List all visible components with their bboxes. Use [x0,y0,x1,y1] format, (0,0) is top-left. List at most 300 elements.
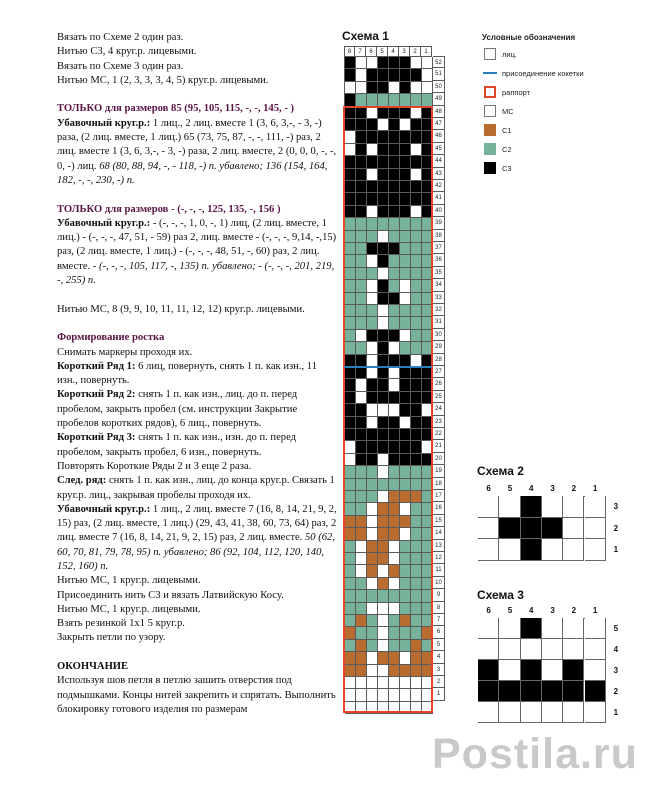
stitch-cell [563,618,584,639]
stitch-cell [400,206,411,218]
stitch-cell [400,156,411,168]
legend-swatch-icon [484,124,496,136]
stitch-cell [411,503,422,515]
stitch-cell [378,454,389,466]
stitch-cell [585,539,606,561]
row-number: 28 [433,354,445,366]
stitch-cell [422,578,433,590]
stitch-cell [411,516,422,528]
stitch-cell [411,615,422,627]
row-number: 38 [433,230,445,242]
row-label: Короткий Ряд 3: [57,432,136,444]
stitch-cell [411,169,422,181]
stitch-cell [411,603,422,615]
column-number: 3 [399,46,410,56]
row-number: 18 [433,478,445,490]
stitch-cell [422,479,433,491]
row-number: 43 [433,168,445,180]
stitch-cell [356,94,367,106]
stitch-cell [521,639,542,660]
stitch-cell [585,639,606,660]
instruction-line: Нитью МС, 1 круг.р. лицевыми. [57,575,201,587]
stitch-cell [411,528,422,540]
row-number: 48 [433,106,445,118]
row-number: 24 [433,403,445,415]
stitch-cell [356,603,367,615]
row-number: 4 [433,651,445,663]
column-number: 5 [377,46,388,56]
stitch-cell [378,516,389,528]
stitch-cell [389,181,400,193]
stitch-cell [411,590,422,602]
stitch-cell [411,541,422,553]
stitch-cell [356,565,367,577]
stitch-cell [422,553,433,565]
stitch-cell [411,305,422,317]
stitch-cell [378,590,389,602]
stitch-cell [389,243,400,255]
stitch-cell [345,69,356,81]
row-number: 26 [433,378,445,390]
row-number: 50 [433,81,445,93]
stitch-cell [356,652,367,664]
stitch-cell [345,479,356,491]
stitch-cell [411,454,422,466]
stitch-cell [378,280,389,292]
stitch-cell [400,417,411,429]
stitch-cell [356,702,367,714]
stitch-cell [422,367,433,379]
stitch-cell [356,516,367,528]
stitch-cell [400,69,411,81]
stitch-cell [356,689,367,701]
stitch-cell [367,231,378,243]
stitch-cell [378,441,389,453]
stitch-cell [389,107,400,119]
row-number: 1 [433,688,445,700]
stitch-cell [367,516,378,528]
row-number: 3 [613,666,619,675]
stitch-cell [411,268,422,280]
stitch-cell [345,615,356,627]
stitch-cell [345,218,356,230]
stitch-cell [389,69,400,81]
stitch-cell [356,417,367,429]
stitch-cell [367,553,378,565]
stitch-cell [422,317,433,329]
stitch-cell [356,441,367,453]
stitch-cell [367,69,378,81]
stitch-cell [563,660,584,681]
stitch-cell [400,677,411,689]
stitch-cell [400,603,411,615]
stitch-cell [411,441,422,453]
stitch-cell [563,496,584,518]
stitch-cell [356,231,367,243]
stitch-cell [345,652,356,664]
row-number: 6 [433,626,445,638]
stitch-cell [422,429,433,441]
stitch-cell [389,342,400,354]
legend-label: МС [502,107,514,116]
stitch-cell [422,640,433,652]
stitch-cell [411,392,422,404]
stitch-cell [367,404,378,416]
stitch-cell [378,57,389,69]
stitch-cell [367,417,378,429]
stitch-cell [563,681,584,702]
stitch-cell [422,541,433,553]
row-number: 16 [433,502,445,514]
stitch-cell [521,618,542,639]
stitch-cell [389,169,400,181]
block-sprout [57,331,339,646]
stitch-cell [378,119,389,131]
stitch-cell [389,218,400,230]
stitch-cell [478,539,499,561]
stitch-cell [422,69,433,81]
stitch-cell [345,640,356,652]
stitch-cell [478,496,499,518]
stitch-cell [345,231,356,243]
stitch-cell [542,702,563,723]
instruction-paragraph: Используя шов петля в петлю зашить отверстия под подмышками. Концы нитей закрепить и спрятать. Выполнить блокировку готового изделия по размерам [57,675,336,715]
stitch-cell [478,702,499,723]
instruction-line: Нитью МС, 1 (2, 3, 3, 3, 4, 5) круг.р. лицевыми. [57,74,269,86]
row-number: 25 [433,391,445,403]
stitch-cell [367,652,378,664]
row-number: 3 [433,664,445,676]
column-number: 4 [529,484,534,493]
stitch-cell [400,689,411,701]
stitch-cell [389,590,400,602]
stitch-cell [411,144,422,156]
stitch-cell [367,541,378,553]
stitch-cell [422,144,433,156]
stitch-cell [585,702,606,723]
stitch-cell [356,82,367,94]
stitch-cell [378,491,389,503]
stitch-cell [356,491,367,503]
scheme3-title: Схема 3 [477,588,524,602]
next-row [57,474,339,503]
stitch-cell [378,404,389,416]
stitch-cell [367,317,378,329]
stitch-cell [422,330,433,342]
row-text: 6 лиц, повернуть, снять 1 п. как изн., 11 изн., повернуть. [57,360,317,387]
row-number: 32 [433,304,445,316]
stitch-cell [345,590,356,602]
stitch-cell [411,404,422,416]
stitch-cell [422,57,433,69]
short-row-2 [57,388,339,431]
stitch-cell [378,677,389,689]
stitch-cell [356,392,367,404]
stitch-cell [356,169,367,181]
instruction-line: Присоединить нить С3 и вязать Латвийскую Косу. [57,589,284,601]
legend-item-yoke [482,67,652,86]
row-number: 22 [433,428,445,440]
stitch-cell [345,293,356,305]
stitch-cell [478,660,499,681]
stitch-cell [345,541,356,553]
stitch-cell [400,255,411,267]
scheme2-title: Схема 2 [477,464,524,478]
stitch-cell [422,379,433,391]
stitch-cell [400,652,411,664]
stitch-cell [356,305,367,317]
stitch-cell [389,367,400,379]
legend-item-knit [482,48,652,67]
instructions-text [57,31,339,717]
stitch-cell [345,379,356,391]
stitch-cell [367,528,378,540]
stitch-cell [378,231,389,243]
stitch-cell [422,466,433,478]
stitch-cell [400,119,411,131]
stitch-cell [378,627,389,639]
stitch-cell [367,603,378,615]
legend-swatch-icon [484,162,496,174]
stitch-cell [378,553,389,565]
row-result: - (-, -, -, 105, 117, -, 135) п. убавлено; - (-, -, -, 201, 219, -, 255) п. [57,260,335,287]
stitch-cell [378,293,389,305]
legend-outline-icon [484,86,496,98]
stitch-cell [367,429,378,441]
row-number: 34 [433,279,445,291]
stitch-cell [422,255,433,267]
block-finish [57,660,339,717]
stitch-cell [400,665,411,677]
stitch-cell [367,578,378,590]
stitch-cell [422,441,433,453]
legend-item-mc [482,105,652,124]
stitch-cell [411,677,422,689]
stitch-cell [411,156,422,168]
stitch-cell [411,466,422,478]
stitch-cell [345,94,356,106]
stitch-cell [378,702,389,714]
stitch-cell [356,590,367,602]
stitch-cell [378,367,389,379]
row-number: 3 [613,502,619,511]
stitch-cell [367,330,378,342]
stitch-cell [411,342,422,354]
stitch-cell [422,231,433,243]
stitch-cell [356,665,367,677]
stitch-cell [422,119,433,131]
stitch-cell [521,702,542,723]
row-number: 4 [613,645,619,654]
column-number: 1 [592,484,598,493]
row-number: 5 [613,624,619,633]
instruction-paragraph [57,117,339,188]
stitch-cell [378,479,389,491]
stitch-cell [389,479,400,491]
stitch-cell [400,94,411,106]
row-number: 17 [433,490,445,502]
stitch-cell [389,330,400,342]
stitch-cell [542,618,563,639]
stitch-cell [389,144,400,156]
stitch-cell [378,503,389,515]
stitch-cell [378,268,389,280]
stitch-cell [422,82,433,94]
stitch-cell [389,57,400,69]
stitch-cell [367,627,378,639]
decrease-row [57,503,339,574]
stitch-cell [356,317,367,329]
legend-swatch-icon [484,48,496,60]
stitch-cell [345,181,356,193]
row-label: Короткий Ряд 1: [57,360,136,372]
column-number: 1 [421,46,432,56]
column-number: 7 [355,46,366,56]
stitch-cell [422,615,433,627]
column-number: 2 [410,46,421,56]
stitch-cell [411,379,422,391]
stitch-cell [378,565,389,577]
stitch-cell [389,603,400,615]
stitch-cell [378,243,389,255]
scheme1-grid [344,56,432,713]
stitch-cell [400,541,411,553]
stitch-cell [345,342,356,354]
stitch-cell [367,665,378,677]
row-result: 68 (80, 88, 94, -, - 118, -) п. убавлено; 136 (154, 164, 182, -, -, 230, -) п. [57,160,328,186]
stitch-cell [345,107,356,119]
stitch-cell [378,156,389,168]
stitch-cell [356,503,367,515]
stitch-cell [367,491,378,503]
stitch-cell [378,330,389,342]
stitch-cell [367,268,378,280]
stitch-cell [411,417,422,429]
stitch-cell [411,565,422,577]
legend-swatch-icon [484,143,496,155]
stitch-cell [356,69,367,81]
stitch-cell [378,131,389,143]
stitch-cell [400,441,411,453]
stitch-cell [345,305,356,317]
stitch-cell [389,441,400,453]
stitch-cell [378,206,389,218]
row-text: - (-, -, -, 1, 0, -, 1) лиц, (2 лиц. вместе, 1 лиц.) - (-, -, -, 47, 51, - 59) раз 2, лиц. вместе - (-, -, -, 9,14, -,15) раз, (2 лиц. вместе, 1 лиц.) - (-, -, -, 48, 51, -, 60) раз, 2 лиц. вместе. [57,217,337,272]
stitch-cell [367,677,378,689]
legend-item-c2 [482,143,652,162]
stitch-cell [389,255,400,267]
stitch-cell [378,689,389,701]
stitch-cell [345,528,356,540]
stitch-cell [367,305,378,317]
stitch-cell [367,640,378,652]
stitch-cell [345,131,356,143]
stitch-cell [422,268,433,280]
stitch-cell [378,466,389,478]
stitch-cell [378,193,389,205]
stitch-cell [400,144,411,156]
row-label: След. ряд: [57,475,107,487]
stitch-cell [367,82,378,94]
row-number: 20 [433,453,445,465]
legend-line-icon [483,72,497,74]
stitch-cell [389,541,400,553]
stitch-cell [400,131,411,143]
stitch-cell [389,82,400,94]
row-number: 52 [433,56,445,68]
stitch-cell [356,57,367,69]
stitch-cell [542,660,563,681]
stitch-cell [367,206,378,218]
stitch-cell [356,404,367,416]
legend-label: С3 [502,164,512,173]
stitch-cell [389,454,400,466]
legend-items [482,48,652,181]
stitch-cell [378,392,389,404]
instruction-line: Вязать по Схеме 2 один раз. [57,32,184,43]
stitch-cell [356,578,367,590]
instruction-line: Нитью С3, 4 круг.р. лицевыми. [57,46,197,58]
stitch-cell [345,689,356,701]
instruction-line: Взять резинкой 1х1 5 круг.р. [57,618,185,630]
legend-label: присоединение кокетки [502,69,584,78]
stitch-cell [367,94,378,106]
stitch-cell [563,518,584,540]
section-heading: Формирование ростка [57,332,165,344]
stitch-cell [367,379,378,391]
stitch-cell [389,615,400,627]
row-text: 1 лиц., 2 лиц. вместе 1 (3, 6, 3,-, - 3, -) раза, (2 лиц. вместе, 1 лиц.) 65 (73, 75, 87, -, -, 111, -) раз, 2 лиц. вместе 1 (3, 6, 3,-, - 3, -) раза, 2 лиц. вместе, 2 (0, 0, 0, -, -, 0, -) лиц. [57,117,337,172]
stitch-cell [411,578,422,590]
stitch-cell [400,367,411,379]
stitch-cell [521,539,542,561]
stitch-cell [356,528,367,540]
legend-label: раппорт [502,88,531,97]
stitch-cell [411,479,422,491]
stitch-cell [367,293,378,305]
stitch-cell [345,404,356,416]
stitch-cell [367,119,378,131]
column-number: 1 [592,606,598,615]
row-number: 46 [433,130,445,142]
stitch-cell [411,367,422,379]
stitch-cell [356,429,367,441]
row-label: Короткий Ряд 2: [57,389,136,401]
stitch-cell [367,255,378,267]
stitch-cell [400,342,411,354]
stitch-cell [356,367,367,379]
stitch-cell [345,677,356,689]
stitch-cell [389,293,400,305]
stitch-cell [367,144,378,156]
stitch-cell [400,231,411,243]
stitch-cell [400,528,411,540]
stitch-cell [585,660,606,681]
stitch-cell [356,156,367,168]
row-number: 15 [433,515,445,527]
row-number: 31 [433,316,445,328]
stitch-cell [422,590,433,602]
stitch-cell [367,702,378,714]
stitch-cell [378,144,389,156]
stitch-cell [400,553,411,565]
stitch-cell [356,144,367,156]
row-number: 37 [433,242,445,254]
stitch-cell [389,268,400,280]
stitch-cell [378,665,389,677]
stitch-cell [345,119,356,131]
stitch-cell [389,640,400,652]
